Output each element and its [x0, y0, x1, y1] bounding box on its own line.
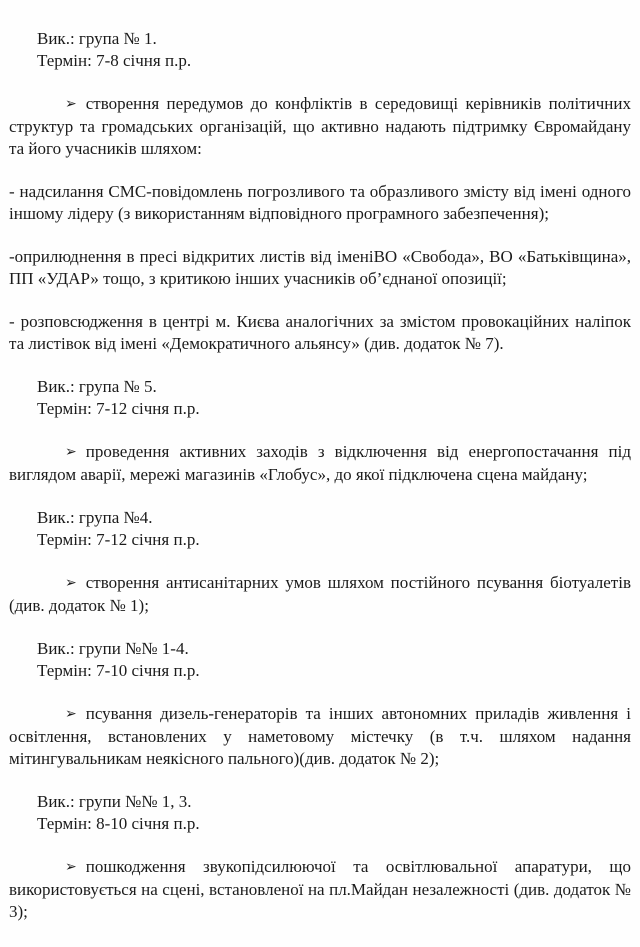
arrow-bullet-icon: ➢ — [65, 444, 77, 460]
executor-line: Вик.: група №4. — [37, 508, 153, 527]
paragraph-text: - розповсюдження в центрі м. Києва аналогічних за змістом провокаційних наліпок та листівок від імені «Демократичного альянсу» (див. додаток № 7). — [9, 312, 631, 353]
bullet-paragraph — [9, 572, 631, 617]
executor-deadline-block — [9, 638, 631, 682]
deadline-line: Термін: 7-10 січня п.р. — [37, 661, 200, 680]
executor-deadline-block — [9, 376, 631, 420]
paragraph-text: псування дизель-генераторів та інших автономних приладів живлення і освітлення, встановлених у наметовому містечку (в т.ч. шляхом надання мітингувальникам неякісного пального)(див. додаток № 2); — [9, 704, 631, 768]
dash-paragraph — [9, 246, 631, 290]
deadline-line: Термін: 8-10 січня п.р. — [37, 814, 200, 833]
executor-line: Вик.: групи №№ 1, 3. — [37, 792, 192, 811]
arrow-bullet-icon: ➢ — [65, 575, 77, 591]
executor-line: Вик.: група № 1. — [37, 29, 157, 48]
paragraph-text: створення передумов до конфліктів в середовищі керівників політичних структур та громадських організацій, що активно надають підтримку Євромайдану та його учасників шляхом: — [9, 94, 631, 158]
dash-paragraph — [9, 311, 631, 355]
executor-deadline-block — [9, 507, 631, 551]
paragraph-text: - надсилання СМС-повідомлень погрозливого та образливого змісту від імені одного іншому лідеру (з використанням відповідного програмного забезпечення); — [9, 182, 631, 223]
dash-paragraph — [9, 181, 631, 225]
deadline-line: Термін: 7-12 січня п.р. — [37, 530, 200, 549]
deadline-line: Термін: 7-12 січня п.р. — [37, 399, 200, 418]
executor-line: Вик.: групи №№ 1-4. — [37, 639, 189, 658]
paragraph-text: створення антисанітарних умов шляхом постійного псування біотуалетів (див. додаток № 1); — [9, 573, 631, 615]
paragraph-text: пошкодження звукопідсилюючої та освітлювальної апаратури, що використовується на сцені, встановленої на пл.Майдан незалежності (див. додаток № 3); — [9, 857, 631, 921]
arrow-bullet-icon: ➢ — [65, 96, 77, 112]
paragraph-text: проведення активних заходів з відключення від енергопостачання під виглядом аварії, мережі магазинів «Глобус», до якої підключена сцена майдану; — [9, 442, 631, 484]
bullet-paragraph — [9, 856, 631, 923]
arrow-bullet-icon: ➢ — [65, 859, 77, 875]
bullet-paragraph — [9, 441, 631, 486]
deadline-line: Термін: 7-8 січня п.р. — [37, 51, 192, 70]
executor-deadline-block — [9, 28, 631, 72]
executor-line: Вик.: група № 5. — [37, 377, 157, 396]
executor-deadline-block — [9, 791, 631, 835]
paragraph-text: -оприлюднення в пресі відкритих листів від іменіВО «Свобода», ВО «Батьківщина», ПП «УДАР» тощо, з критикою інших учасників об’єднаної опозиції; — [9, 247, 631, 288]
arrow-bullet-icon: ➢ — [65, 706, 77, 722]
bullet-paragraph — [9, 93, 631, 160]
bullet-paragraph — [9, 703, 631, 770]
